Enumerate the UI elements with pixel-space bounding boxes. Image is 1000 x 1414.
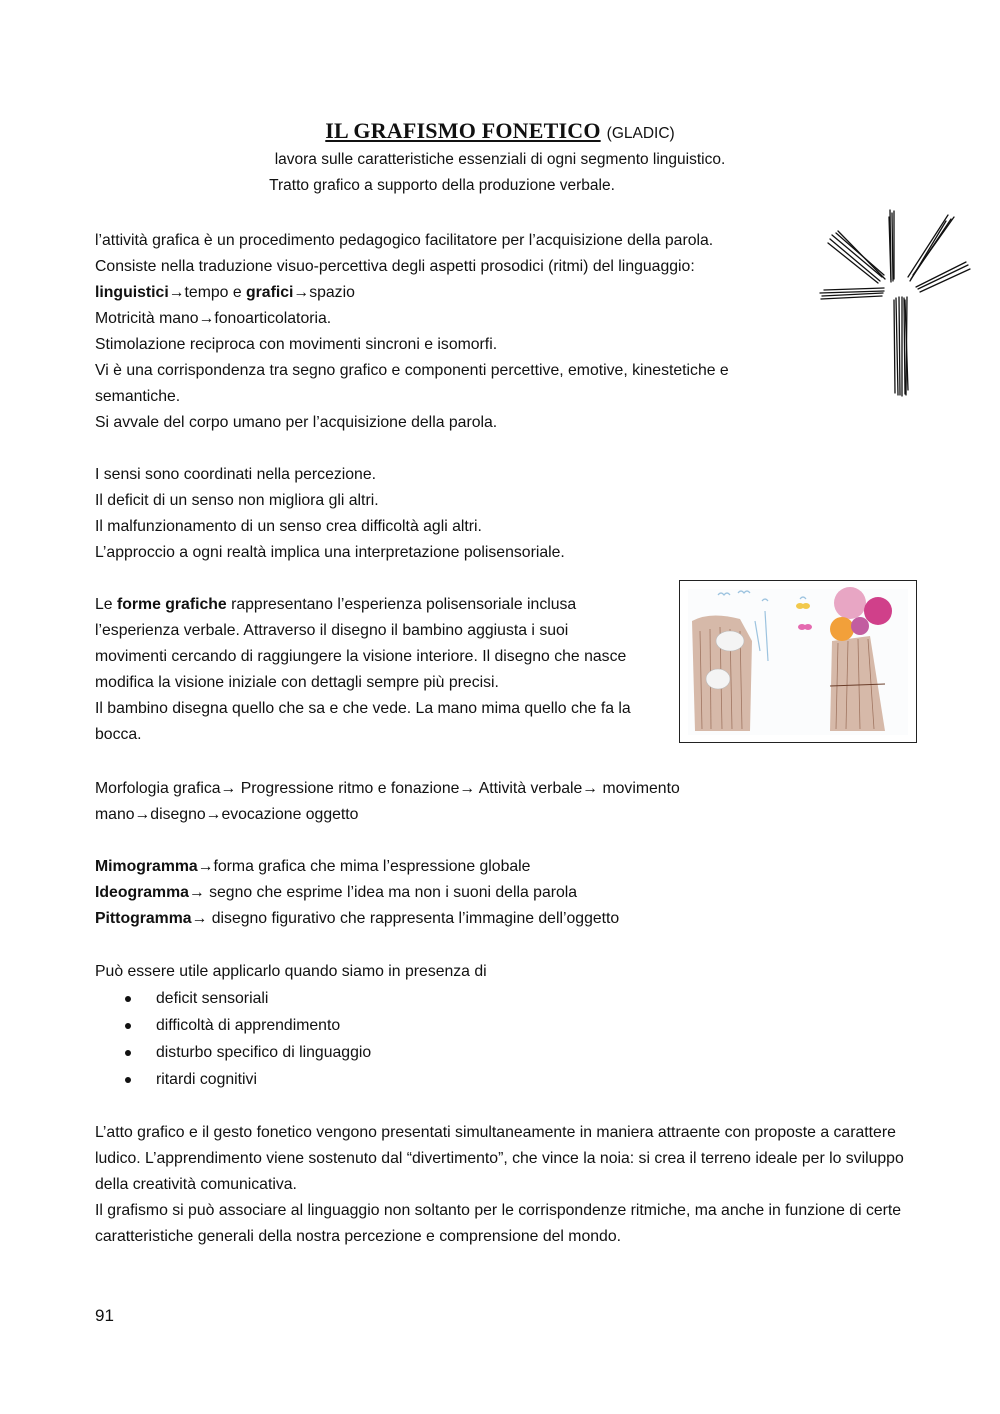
list-item-text: deficit sensoriali [156, 990, 269, 1007]
applications-bullet-list [95, 985, 487, 1093]
term-mimogramma: Mimogramma [95, 858, 198, 875]
definition-ideogramma [95, 880, 619, 906]
subtitle-1: lavora sulle caratteristiche essenziali di ogni segmento linguistico. [274, 151, 726, 168]
text-line: Si avvale del corpo umano per l’acquisizione della parola. [95, 414, 498, 431]
text-span: →spazio [293, 284, 355, 301]
text-line: l’attività grafica è un procedimento pedagogico facilitatore per l’acquisizione della parola. [95, 232, 714, 249]
page-title: IL GRAFISMO FONETICO [325, 118, 601, 143]
page-number: 91 [95, 1306, 114, 1325]
paragraph-senses [95, 462, 565, 566]
list-item [95, 1066, 487, 1093]
definition-text: → disegno figurativo che rappresenta l’immagine dell’oggetto [191, 910, 620, 927]
text-line: Il deficit di un senso non migliora gli altri. [95, 492, 379, 509]
definition-pittogramma [95, 906, 619, 932]
text-line: Stimolazione reciproca con movimenti sincroni e isomorfi. [95, 336, 498, 353]
text-line: l’esperienza verbale. Attraverso il disegno il bambino aggiusta i suoi [95, 622, 569, 639]
text-line: bocca. [95, 726, 142, 743]
definition-text: → segno che esprime l’idea ma non i suoni della parola [188, 884, 578, 901]
list-item-text: difficoltà di apprendimento [156, 1017, 341, 1034]
bullet-icon [125, 1050, 131, 1056]
list-item [95, 1012, 487, 1039]
text-line: L’approccio a ogni realtà implica una interpretazione polisensoriale. [95, 544, 565, 561]
text-line [95, 280, 729, 306]
bullet-icon [125, 1023, 131, 1029]
text-line: Il malfunzionamento di un senso crea difficoltà agli altri. [95, 518, 482, 535]
definitions-list [95, 854, 619, 932]
list-item [95, 985, 487, 1012]
text-line: Morfologia grafica→ Progressione ritmo e fonazione→ Attività verbale→ movimento [95, 780, 680, 797]
text-line: Motricità mano→fonoarticolatoria. [95, 310, 332, 327]
bullet-icon [125, 996, 131, 1002]
applications-section [95, 959, 487, 1093]
term-pittogramma: Pittogramma [95, 910, 192, 927]
title-row [0, 118, 1000, 144]
child-drawing-image [679, 580, 917, 743]
title-note: (GLADIC) [606, 125, 675, 142]
definition-mimogramma [95, 854, 619, 880]
conclusion-paragraph-2: Il grafismo si può associare al linguaggio non soltanto per le corrispondenze ritmiche, ma anche in funzione di certe caratteristiche generali della nostra percezione e comprensione del mondo. [95, 1202, 902, 1245]
text-line [95, 592, 631, 618]
text-span: rappresentano l’esperienza polisensoriale inclusa [226, 596, 577, 613]
applications-intro: Può essere utile applicarlo quando siamo in presenza di [95, 963, 487, 980]
text-line: Vi è una corrispondenza tra segno grafico e componenti percettive, emotive, kinestetiche e [95, 362, 729, 379]
paragraph-conclusion [95, 1120, 905, 1250]
text-line: mano→disegno→evocazione oggetto [95, 806, 359, 823]
text-line: modifica la visione iniziale con dettagli sempre più precisi. [95, 674, 499, 691]
paragraph-graphic-forms [95, 592, 631, 748]
text-line: Consiste nella traduzione visuo-percettiva degli aspetti prosodici (ritmi) del linguaggio: [95, 258, 695, 275]
text-line: semantiche. [95, 388, 181, 405]
text-line: Il bambino disegna quello che sa e che vede. La mano mima quello che fa la [95, 700, 631, 717]
child-drawing-picture [680, 581, 916, 742]
term-forme-grafiche: forme grafiche [116, 596, 227, 613]
text-line: movimenti cercando di raggiungere la visione interiore. Il disegno che nasce [95, 648, 627, 665]
list-item-text: disturbo specifico di linguaggio [156, 1044, 372, 1061]
definition-text: →forma grafica che mima l’espressione globale [197, 858, 531, 875]
bullet-icon [125, 1077, 131, 1083]
term-ideogramma: Ideogramma [95, 884, 189, 901]
conclusion-paragraph-1: L’atto grafico e il gesto fonetico vengono presentati simultaneamente in maniera attraente con proposte a carattere ludico. L’apprendimento viene sostenuto dal “divertimento”, che vince la noia: si crea il terreno ideale per lo sviluppo della creatività comunicativa. [95, 1124, 904, 1193]
paragraph-morphology [95, 776, 680, 828]
list-item-text: ritardi cognitivi [156, 1071, 257, 1088]
list-item [95, 1039, 487, 1066]
text-span: →tempo e [168, 284, 246, 301]
ideogram-tree-illustration [818, 205, 983, 400]
paragraph-intro [95, 228, 729, 436]
text-span: Le [95, 596, 117, 613]
term-grafici: grafici [246, 284, 294, 301]
text-line: I sensi sono coordinati nella percezione. [95, 466, 377, 483]
term-linguistici: linguistici [95, 284, 169, 301]
subtitle-2: Tratto grafico a supporto della produzione verbale. [269, 177, 615, 194]
